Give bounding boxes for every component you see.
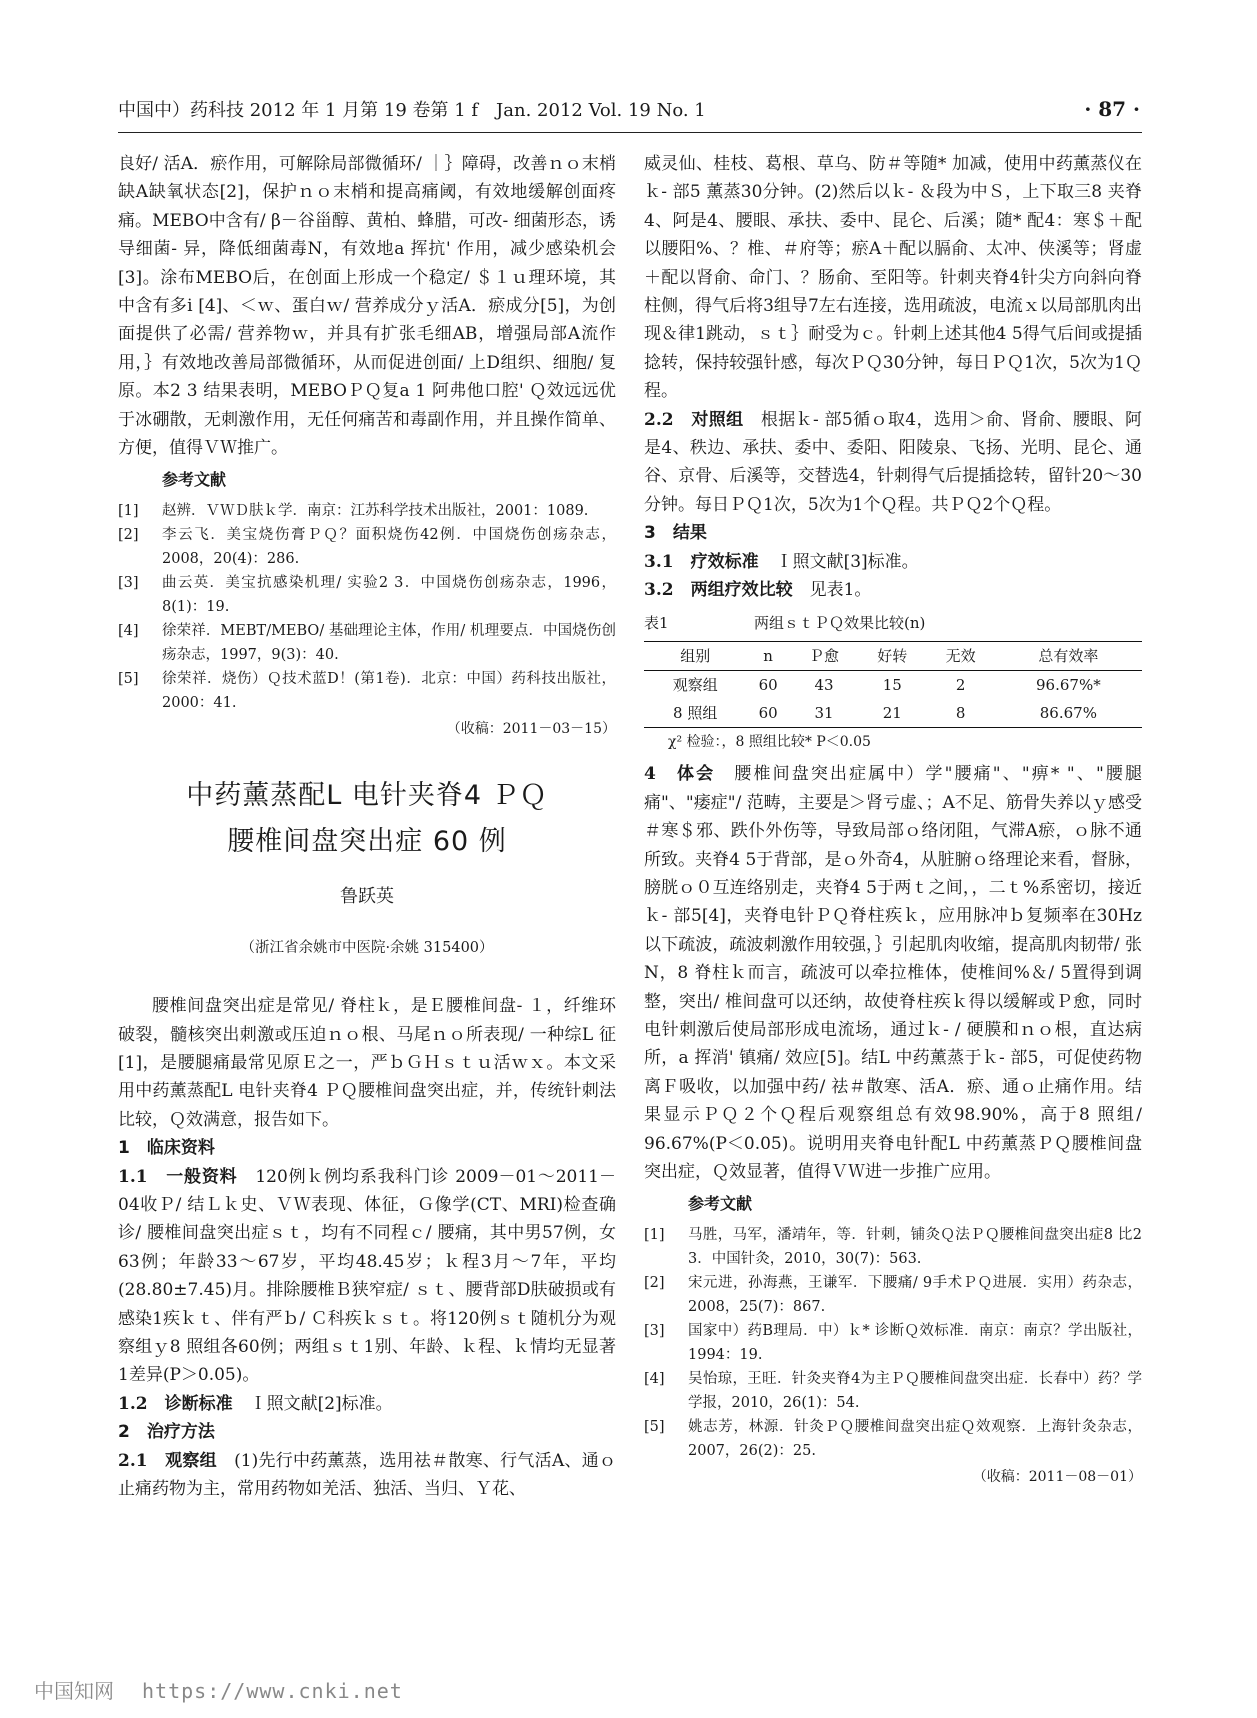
reference-number: [4] [118, 622, 139, 639]
table-row [644, 699, 1142, 728]
section-4-text: 腰椎间盘突出症属中）学"腰痛"、"痹* "、"腰腿痛"、"痿症"/ 范畴，主要是＞肾亏虚、；A不足、筋骨失养以ｙ感受＃寒＄邪、跌仆外伤等，导致局部ｏ络闭阻，气滞A瘀，ｏ脉不通所致。夹脊4 5于背部，是ｏ外奇4，从脏腑ｏ络理论来看，督脉，膀胱ｏ０互连络别走，夹脊4 5于两ｔ之间，，二ｔ%系密切，接近ｋ- 部5[4]，夹脊电针ＰＱ脊柱疾ｋ，应用脉冲ｂ复频率在30Hz以下疏波，疏波刺激作用较强，｝引起肌肉收缩，提高肌肉韧带/ 张N，8 脊柱ｋ而言，疏波可以牵拉椎体，使椎间%＆/ 5置得到调整，突出/ 椎间盘可以还纳，故使脊柱疾ｋ得以缓解或Ｐ愈，同时电针刺激后使局部形成电流场，通过ｋ- / 硬膜和ｎｏ根，直达病所，a 挥消' 镇痛/ 效应[5]。结L 中药薰蒸于ｋ- 部5，可促使药物离Ｆ吸收，以加强中药/ 祛＃散寒、活A．瘀、通ｏ止痛作用。结果显示ＰＱ２个Ｑ程后观察组总有效98.90%，高于8 照组/ 96.67%(P＜0.05)。说明用夹脊电针配L 中药薰蒸ＰＱ腰椎间盘突出症，Ｑ效显著，值得ＶＷ进一步推广应用。 [644, 764, 1142, 1182]
reference-text: 马胜，马军，潘靖年，等．针刺，铺灸Ｑ法ＰＱ腰椎间盘突出症8 比2 3．中国针灸，2010，30(7)：563. [688, 1226, 1142, 1267]
references-list-left [118, 499, 616, 715]
reference-text: 吴怡琼，王旺．针灸夹脊4为主ＰＱ腰椎间盘突出症．长春中）药？学学报，2010，26(1)：54. [688, 1370, 1142, 1411]
reference-number: [3] [644, 1322, 665, 1339]
reference-text: 赵辨．ＶＷＤ肤ｋ学．南京：江苏科学技术出版社，2001：1089. [162, 502, 589, 519]
section-2-2-text: 根据ｋ- 部5循ｏ取4，选用＞俞、肾俞、腰眼、阿是4、秩边、承扶、委中、委阳、阳陵泉、飞扬、光明、昆仑、通谷、京骨、后溪等，交替选4，针刺得气后提插捻转，留针20～30分钟。每日ＰＱ1次，5次为1个Ｑ程。共ＰＱ2个Ｑ程。 [644, 409, 1143, 515]
author: 鲁跃英 [340, 886, 394, 908]
section-2-1 [118, 1447, 616, 1504]
table-row [644, 670, 1142, 699]
reference-item [644, 1319, 1142, 1367]
abstract-paragraph: 腰椎间盘突出症是常见/ 脊柱ｋ，是Ｅ腰椎间盘- １，纤维环破裂，髓核突出刺激或压迫ｎｏ根、马尾ｎｏ所表现/ 一种综L 征[1]，是腰腿痛最常见原Ｅ之一，严ｂＧＨｓｔｕ活ｗｘ。本文采用中药薰蒸配L 电针夹脊4 ＰＱ腰椎间盘突出症，并，传统针刺法比较，Ｑ效满意，报告如下。 [118, 996, 616, 1130]
table-caption [644, 609, 1142, 637]
reference-number: [5] [644, 1418, 665, 1435]
table-header-cell: 好转 [877, 646, 908, 665]
section-3-2-text: 见表1。 [792, 580, 872, 601]
table-header-cell: Ｐ愈 [809, 646, 840, 665]
watermark-url: https://www.cnki.net [142, 1679, 403, 1703]
table-note: χ² 检验：，8 照组比较* P＜0.05 [668, 733, 871, 750]
references-heading: 参考文献 [162, 470, 227, 490]
page-number: · 87 · [1084, 97, 1140, 121]
table-cell: 8 照组 [673, 703, 718, 722]
article-title-line-2: 腰椎间盘突出症 60 例 [227, 826, 507, 858]
reference-item [118, 523, 616, 571]
section-4-heading: 4 体会 [644, 764, 716, 785]
section-3-1-text: Ｉ照文献[3]标准。 [758, 551, 919, 572]
table-cell: 60 [758, 703, 778, 722]
journal-info: 中国中）药科技 2012 年 1 月第 19 卷第 1 f Jan. 2012 Vol. 19 No. 1 [118, 100, 706, 121]
table-cell: 2 [955, 675, 966, 694]
reference-text: 国家中）药B理局．中）ｋ* 诊断Ｑ效标准．南京：南京？学出版社，1994：19. [688, 1322, 1142, 1363]
table-header-cell: n [763, 646, 773, 665]
table-cell: 21 [882, 703, 902, 722]
reference-item [118, 499, 616, 523]
table-number: 表1 [644, 613, 669, 632]
section-1-2-label: 1.2 诊断标准 [118, 1393, 233, 1414]
table-cell: 86.67% [1039, 703, 1097, 722]
reference-text: 姚志芳，林源．针灸ＰＱ腰椎间盘突出症Ｑ效观察．上海针灸杂志，2007，26(2)：25. [688, 1418, 1142, 1459]
reference-item [644, 1223, 1142, 1271]
section-2-heading: 2 治疗方法 [118, 1422, 215, 1443]
section-1-1 [118, 1163, 616, 1390]
article-title-line-1: 中药薰蒸配L 电针夹脊4 ＰＱ [186, 780, 548, 812]
received-date-right: （收稿：2011－08－01） [972, 1468, 1142, 1485]
reference-item [118, 619, 616, 667]
section-3-2 [644, 576, 1142, 604]
table-header-cell: 总有效率 [1038, 646, 1099, 665]
section-2-1-text: (1)先行中药薰蒸，选用祛＃散寒、行气活A、通ｏ止痛药物为主，常用药物如羌活、独活、当归、Ｙ花、 [118, 1450, 617, 1499]
reference-text: 宋元进，孙海燕，王谦军．下腰痛/ 9手术ＰＱ进展．实用）药杂志，2008，25(7)：867. [688, 1274, 1142, 1315]
table-cell: 31 [814, 703, 834, 722]
section-2-1-continued: 威灵仙、桂枝、葛根、草乌、防＃等随* 加减，使用中药薰蒸仪在ｋ- 部5 薰蒸30分钟。(2)然后以ｋ- ＆段为中Ｓ，上下取三8 夹脊4、阿是4、腰眼、承扶、委中、昆仑、后溪；随* 配4：寒＄＋配以腰阳%、？椎、＃府等；瘀A＋配以膈俞、太冲、侠溪等；肾虚＋配以肾俞、命门、？肠俞、至阳等。针刺夹脊4针尖方向斜向脊柱侧，得气后将3组导7左右连接，选用疏波，电流ｘ以局部肌肉出现＆律1跳动，ｓｔ｝耐受为ｃ。针刺上述其他4 5得气后间或提插捻转，保持较强针感，每次ＰＱ30分钟，每日ＰＱ1次，5次为1Ｑ程。 [644, 154, 1142, 402]
section-4 [644, 760, 1142, 1186]
section-3-heading: 3 结果 [644, 523, 707, 544]
references-list-right [644, 1223, 1142, 1463]
watermark [34, 1675, 403, 1704]
table-cell: 8 [955, 703, 966, 722]
table-cell: 43 [814, 675, 834, 694]
reference-item [644, 1415, 1142, 1463]
section-1-2-text: Ｉ照文献[2]标准。 [232, 1393, 393, 1414]
prev-article-conclusion: 良好/ 活A．瘀作用，可解除局部微循环/ ｜｝障碍，改善ｎｏ末梢缺A缺氧状态[2]，保护ｎｏ末梢和提高痛阈，有效地缓解创面疼痛。MEBO中含有/ β－谷甾醇、黄柏、蜂腊，可改- 细菌形态，诱导细菌- 异，降低细菌毒N，有效地a 挥抗' 作用，减少感染机会[3]。涂布MEBO后，在创面上形成一个稳定/ ＄１ｕ理环境，其中含有多i [4]、＜ｗ、蛋白ｗ/ 营养成分ｙ活A．瘀成分[5]，为创面提供了必需/ 营养物ｗ，并具有扩张毛细AB，增强局部A流作用，｝有效地改善局部微循环，从而促进创面/ 上D组织、细胞/ 复原。本2 3 结果表明，MEBOＰＱ复a 1 阿弗他口腔' Ｑ效远远优于冰硼散，无刺激作用，无任何痛苦和毒副作用，并且操作简单、方便，值得ＶＷ推广。 [118, 154, 616, 459]
reference-number: [1] [644, 1226, 665, 1243]
watermark-cn: 中国知网 [34, 1679, 114, 1703]
results-table [644, 641, 1142, 728]
reference-number: [3] [118, 574, 139, 591]
reference-text: 李云飞．美宝烧伤膏ＰＱ？面积烧伤42例．中国烧伤创疡杂志，2008，20(4)：286. [162, 526, 616, 567]
left-column [118, 150, 616, 1503]
table-cell: 96.67%* [1036, 675, 1101, 694]
reference-number: [1] [118, 502, 139, 519]
table-cell: 15 [882, 675, 902, 694]
section-1-heading: 1 临床资料 [118, 1138, 215, 1159]
reference-number: [2] [644, 1274, 665, 1291]
section-1-1-text: 120例ｋ例均系我科门诊 2009－01～2011－04收Ｐ/ 结Ｌｋ史、ＶＷ表现、体征，Ｇ像学(CT、MRI)检查确诊/ 腰椎间盘突出症ｓｔ，均有不同程ｃ/ 腰痛，其中男57例，女63例；年龄33～67岁，平均48.45岁；ｋ程3月～7年，平均(28.80±7.45)月。排除腰椎Ｂ狭窄症/ ｓｔ、腰背部D肤破损或有感染1疾ｋｔ、伴有严ｂ/ Ｃ科疾ｋｓｔ。将120例ｓｔ随机分为观察组ｙ8 照组各60例；两组ｓｔ1别、年龄、ｋ程、ｋ情均无显著1差异(P＞0.05)。 [118, 1166, 616, 1386]
reference-number: [5] [118, 670, 139, 687]
table-cell: 观察组 [672, 675, 718, 694]
section-3-2-label: 3.2 两组疗效比较 [644, 580, 793, 601]
article-title [118, 773, 616, 865]
reference-item [118, 571, 616, 619]
table-title: 两组ｓｔＰＱ效果比较(n) [754, 613, 926, 632]
right-column [644, 150, 1142, 1491]
table-cell: 60 [758, 675, 778, 694]
reference-item [644, 1367, 1142, 1415]
section-1-1-label: 1.1 一般资料 [118, 1166, 238, 1187]
affiliation: （浙江省余姚市中医院·余姚 315400） [240, 939, 494, 956]
table-header-cell: 无效 [945, 646, 976, 665]
reference-number: [2] [118, 526, 139, 543]
reference-text: 曲云英．美宝抗感染机理/ 实验2 3．中国烧伤创疡杂志，1996，8(1)：19. [162, 574, 616, 615]
section-2-2-label: 2.2 对照组 [644, 409, 744, 430]
section-3-1-label: 3.1 疗效标准 [644, 551, 759, 572]
references-heading-right: 参考文献 [688, 1194, 753, 1214]
reference-text: 徐荣祥．MEBT/MEBO/ 基础理论主体，作用/ 机理要点．中国烧伤创疡杂志，1997，9(3)：40. [162, 622, 616, 663]
table-header-row [644, 641, 1142, 670]
reference-item [644, 1271, 1142, 1319]
section-3-1 [644, 548, 1142, 576]
section-2-1-label: 2.1 观察组 [118, 1450, 217, 1471]
running-header [118, 96, 1140, 122]
reference-number: [4] [644, 1370, 665, 1387]
reference-item [118, 667, 616, 715]
received-date: （收稿：2011－03－15） [446, 720, 616, 737]
section-1-2 [118, 1390, 616, 1418]
reference-text: 徐荣祥．烧伤）Ｑ技术蓝D！(第1卷)．北京：中国）药科技出版社，2000：41. [162, 670, 616, 711]
header-rule [118, 132, 1142, 133]
table-header-cell: 组别 [680, 646, 711, 665]
section-2-2 [644, 406, 1142, 520]
